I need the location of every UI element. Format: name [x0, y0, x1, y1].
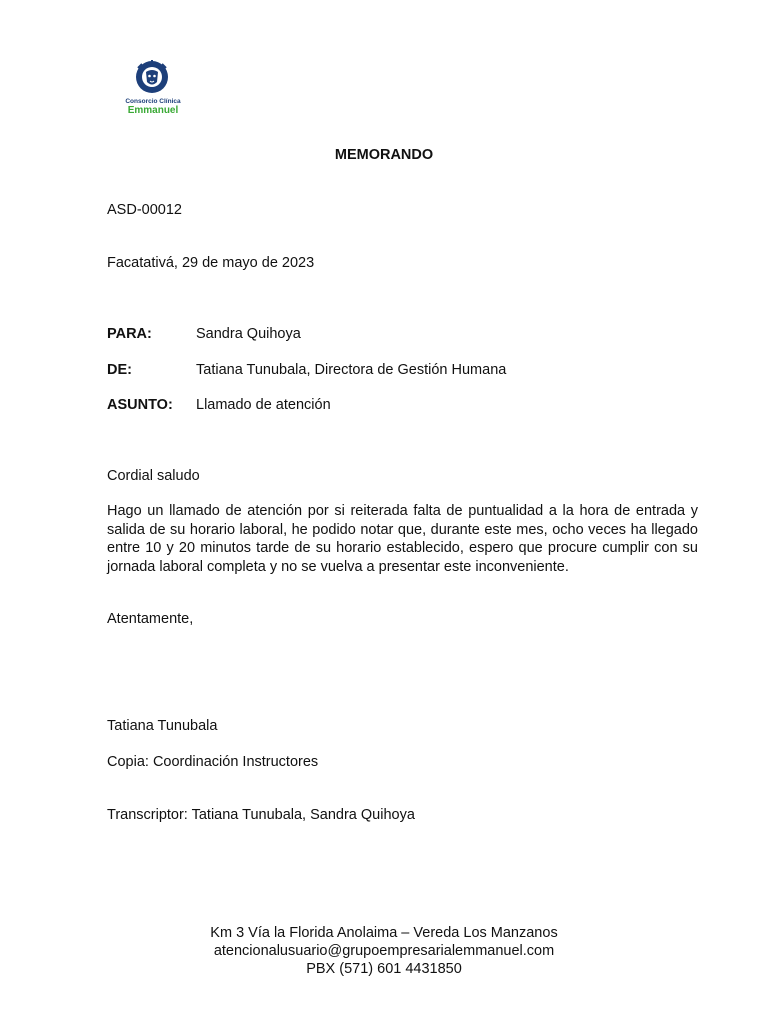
greeting: Cordial saludo [107, 468, 200, 484]
memo-title: MEMORANDO [334, 147, 434, 163]
company-logo [118, 56, 188, 120]
asunto-value: Llamado de atención [196, 397, 331, 413]
transcriptor-line: Transcriptor: Tatiana Tunubala, Sandra Quihoya [107, 807, 415, 823]
memo-reference: ASD-00012 [107, 202, 182, 218]
asunto-label: ASUNTO: [107, 397, 173, 413]
de-label: DE: [107, 362, 132, 378]
logo-text-line1: Consorcio Clínica [125, 98, 181, 105]
logo-text-line2: Emmanuel [127, 105, 179, 116]
place-date: Facatativá, 29 de mayo de 2023 [107, 255, 315, 271]
lion-head-icon [134, 58, 170, 96]
footer-address: Km 3 Vía la Florida Anolaima – Vereda Los Manzanos [210, 925, 558, 941]
footer-email: atencionalusuario@grupoempresarialemmanuel.com [213, 943, 555, 959]
closing: Atentamente, [107, 611, 194, 627]
memo-body: Hago un llamado de atención por si reiterada falta de puntualidad a la hora de entrada y salida de su horario laboral, he podido notar que, durante este mes, ocho veces ha llegado entre 10 y 20 minutos tarde de su horario establecido, espero que procure cumplir con su jornada laboral completa y no se vuelva a presentar este inconveniente. [107, 503, 698, 575]
para-value: Sandra Quihoya [196, 326, 301, 342]
signature-name: Tatiana Tunubala [107, 718, 218, 734]
footer-phone: PBX (571) 601 4431850 [306, 961, 462, 977]
footer [0, 924, 768, 978]
para-label: PARA: [107, 326, 152, 342]
de-value: Tatiana Tunubala, Directora de Gestión Humana [196, 362, 507, 378]
copy-line: Copia: Coordinación Instructores [107, 754, 319, 770]
